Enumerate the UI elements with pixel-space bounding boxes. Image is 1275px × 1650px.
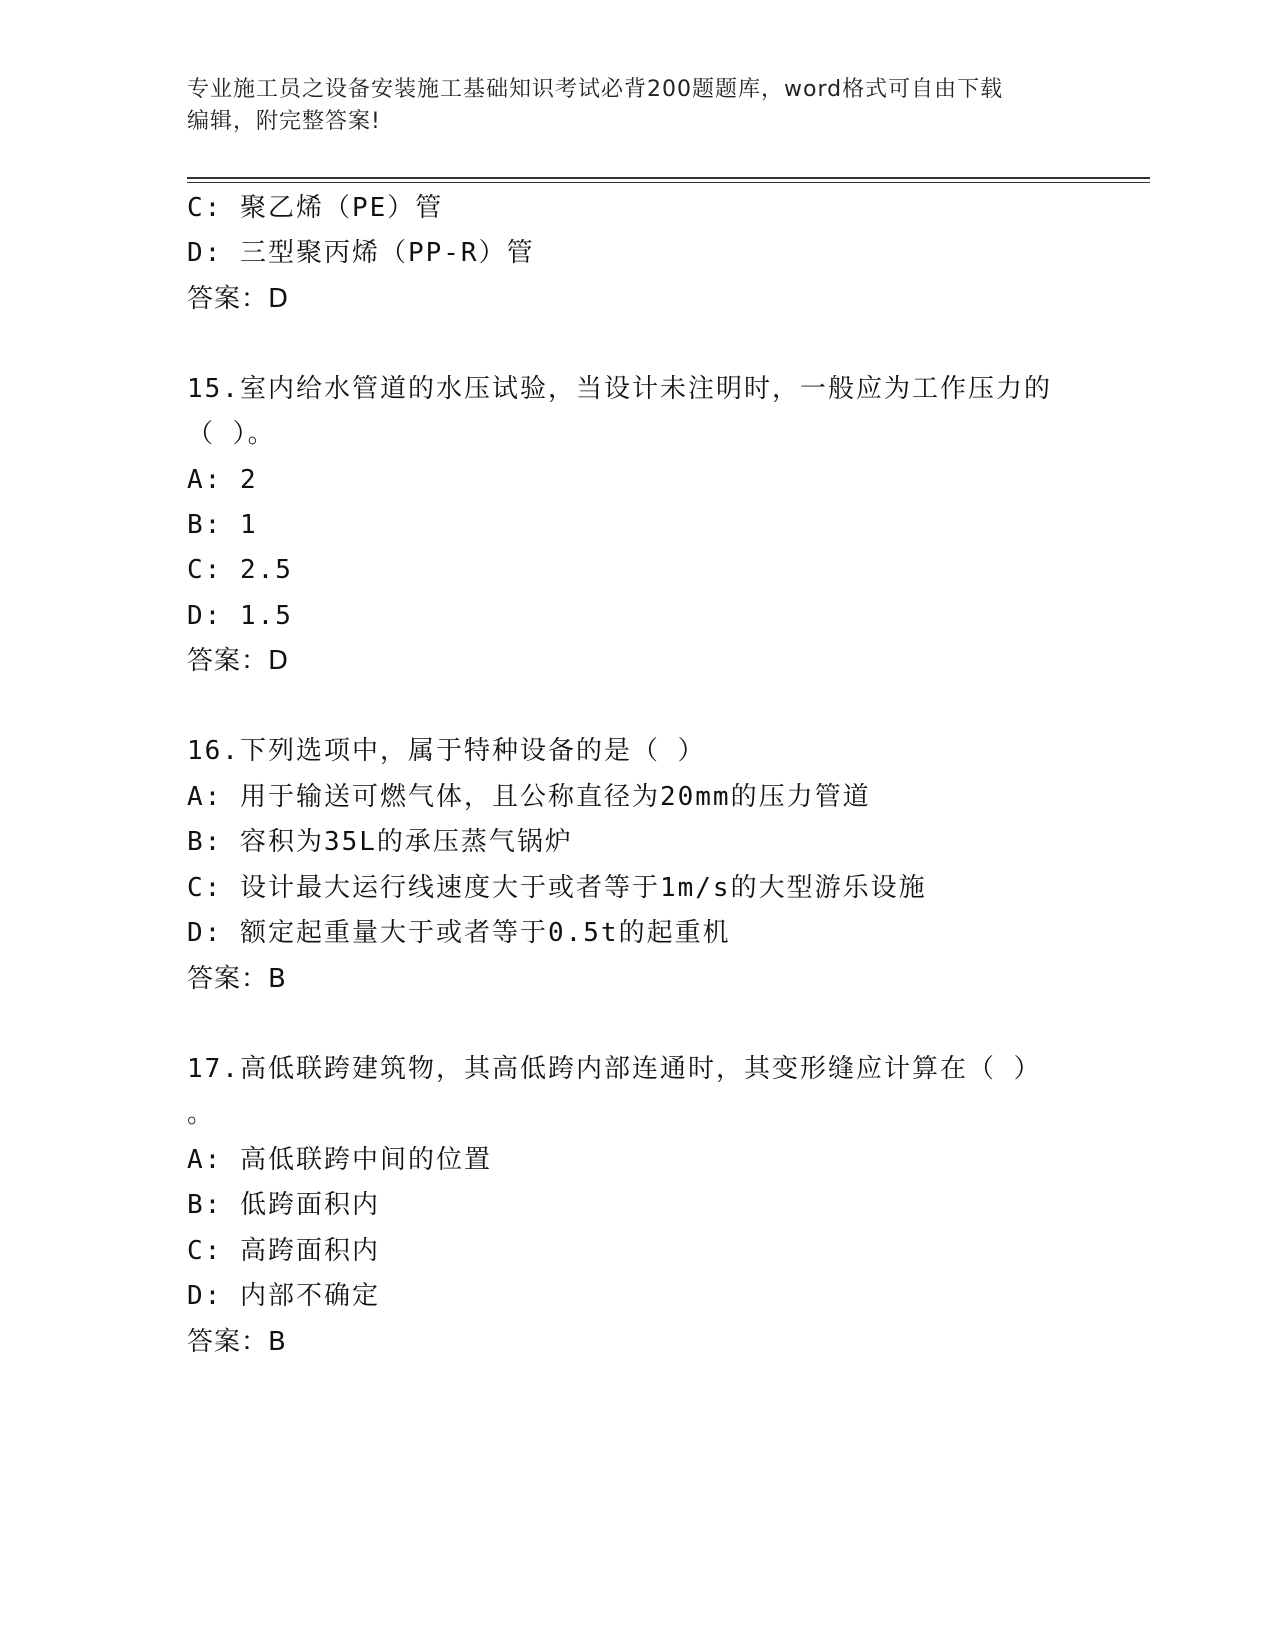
q15-option-c: C: 2.5 bbox=[187, 555, 293, 585]
q15-option-a: A: 2 bbox=[187, 465, 258, 495]
q16-option-c: C: 设计最大运行线速度大于或者等于1m/s的大型游乐设施 bbox=[187, 873, 927, 903]
header-line-1: 专业施工员之设备安装施工基础知识考试必背200题题库，word格式可自由下载 bbox=[187, 77, 1004, 102]
q17-stem-line-2: 。 bbox=[187, 1099, 216, 1129]
q16-option-a: A: 用于输送可燃气体，且公称直径为20mm的压力管道 bbox=[187, 782, 871, 812]
header-divider-thin bbox=[187, 182, 1150, 183]
q15-answer: 答案：D bbox=[187, 646, 290, 676]
q17-option-b: B: 低跨面积内 bbox=[187, 1190, 380, 1220]
header-divider-thick bbox=[187, 177, 1150, 179]
q16-answer: 答案：B bbox=[187, 964, 287, 994]
q15-stem-line-1: 15.室内给水管道的水压试验，当设计未注明时，一般应为工作压力的 bbox=[187, 374, 1052, 404]
q17-stem-line-1: 17.高低联跨建筑物，其高低跨内部连通时，其变形缝应计算在（ ） bbox=[187, 1054, 1042, 1084]
q16-stem-line-1: 16.下列选项中，属于特种设备的是（ ） bbox=[187, 736, 706, 766]
q16-option-b: B: 容积为35L的承压蒸气锅炉 bbox=[187, 827, 573, 857]
q15-option-b: B: 1 bbox=[187, 510, 258, 540]
q14-option-d: D: 三型聚丙烯（PP-R）管 bbox=[187, 238, 535, 268]
q17-answer: 答案：B bbox=[187, 1327, 287, 1357]
q14-answer: 答案：D bbox=[187, 284, 290, 314]
q16-option-d: D: 额定起重量大于或者等于0.5t的起重机 bbox=[187, 918, 731, 948]
q15-stem-line-2: （ ）。 bbox=[187, 419, 276, 449]
q17-option-d: D: 内部不确定 bbox=[187, 1281, 380, 1311]
q15-option-d: D: 1.5 bbox=[187, 601, 293, 631]
header-line-2: 编辑，附完整答案! bbox=[187, 109, 381, 134]
q17-option-c: C: 高跨面积内 bbox=[187, 1236, 380, 1266]
document-header bbox=[187, 74, 1067, 138]
q14-option-c: C: 聚乙烯（PE）管 bbox=[187, 193, 444, 223]
q17-option-a: A: 高低联跨中间的位置 bbox=[187, 1145, 492, 1175]
